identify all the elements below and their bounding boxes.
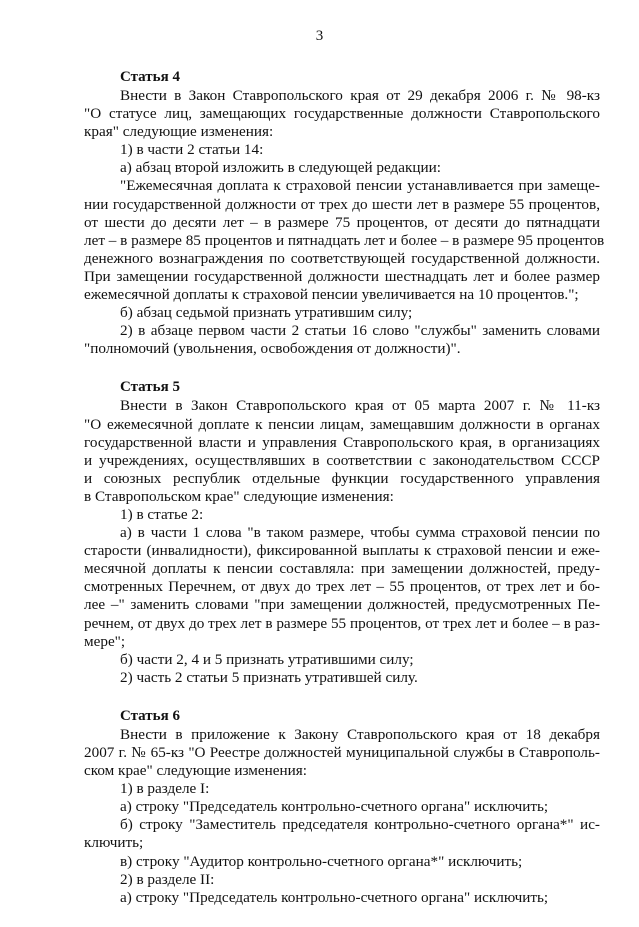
text-line: Внести в Закон Ставропольского края от 29 декабря 2006 г. № 98-кз [120, 87, 600, 104]
article-text [84, 726, 600, 907]
text-line: ежемесячной доплаты к страховой пенсии увеличивается на 10 процентов."; [84, 286, 579, 304]
text-line: "Ежемесячная доплата к страховой пенсии устанавливается при замеще- [120, 177, 600, 195]
article-4 [84, 68, 605, 358]
document-body [84, 64, 605, 927]
text-line: "О статусе лиц, замещающих государственные должности Ставропольского [84, 105, 600, 123]
text-line: мере"; [84, 632, 126, 650]
text-line: и союзных республик отдельные функции государственного управления [84, 469, 600, 487]
article-heading: Статья 4 [120, 69, 180, 85]
text-line: "О ежемесячной доплате к пенсии лицам, замещавшим должности в органах [84, 415, 600, 433]
text-line: б) абзац седьмой признать утратившим силу; [120, 304, 413, 322]
text-line: 1) в части 2 статьи 14: [120, 141, 264, 159]
article-heading: Статья 6 [120, 707, 180, 724]
text-line: речнем, от двух до трех лет в размере 55 процентов, от трех лет и более – в раз- [84, 614, 600, 632]
article-6 [84, 707, 600, 907]
text-line: а) строку "Председатель контрольно-счетного органа" исключить; [120, 798, 549, 816]
text-line: ключить; [84, 834, 144, 852]
article-5 [84, 378, 600, 687]
text-line: месячной доплаты к пенсии составляла: при замещении должностей, преду- [84, 560, 600, 578]
text-line: "полномочий (увольнения, освобождения от должности)". [84, 340, 461, 358]
article-heading: Статья 5 [120, 379, 180, 396]
text-line: б) строку "Заместитель председателя контрольно-счетного органа*" ис- [120, 816, 600, 834]
text-line: в Ставропольском крае" следующие изменения: [84, 487, 394, 505]
text-line: При замещении государственной должности шестнадцать лет и более размер [84, 267, 600, 285]
text-line: края" следующие изменения: [84, 123, 274, 141]
text-line: и учреждениях, осуществлявших в соответствии с законодательством СССР [84, 451, 600, 469]
text-line: 2) в абзаце первом части 2 статьи 16 слово "службы" заменить словами [120, 322, 600, 340]
text-line: лее –" заменить словами "при замещении должностей, предусмотренных Пе- [84, 596, 600, 614]
text-line: 2007 г. № 65-кз "О Реестре должностей муниципальной службы в Ставрополь- [84, 744, 600, 761]
text-line: 1) в статье 2: [120, 505, 204, 523]
text-line: 2) часть 2 статьи 5 признать утратившей силу. [120, 668, 418, 686]
text-line: государственной власти и управления Ставропольского края, в организациях [84, 433, 600, 451]
text-line: старости (инвалидности), фиксированной выплаты к страховой пенсии и еже- [84, 542, 600, 560]
text-line: 2) в разделе II: [120, 870, 215, 888]
text-line: нии государственной должности от трех до шести лет в размере 55 процентов, [84, 195, 600, 213]
text-line: 1) в разделе I: [120, 780, 210, 798]
text-line: а) в части 1 слова "в таком размере, чтобы сумма страховой пенсии по [120, 524, 600, 542]
text-line: от шести до десяти лет – в размере 75 процентов, от десяти до пятнадцати [84, 213, 600, 231]
text-line: лет – в размере 85 процентов и пятнадцать лет и более – в размере 95 процентов [84, 231, 605, 249]
text-line: денежного вознаграждения по соответствующей государственной должности. [84, 249, 600, 267]
text-line: б) части 2, 4 и 5 признать утратившими силу; [120, 650, 414, 668]
article-text [84, 87, 605, 358]
text-line: смотренных Перечнем, от двух до трех лет – 55 процентов, от трех лет и бо- [84, 578, 600, 596]
text-line: а) строку "Председатель контрольно-счетного органа" исключить; [120, 888, 549, 906]
text-line: Внести в Закон Ставропольского края от 05 марта 2007 г. № 11-кз [120, 397, 600, 415]
text-line: а) абзац второй изложить в следующей редакции: [120, 159, 442, 177]
text-line: в) строку "Аудитор контрольно-счетного органа*" исключить; [120, 852, 523, 870]
text-line: Внести в приложение к Закону Ставропольского края от 18 декабря [120, 725, 600, 743]
text-line: ском крае" следующие изменения: [84, 762, 307, 780]
page-number: 3 [315, 28, 324, 44]
article-text [84, 397, 600, 687]
